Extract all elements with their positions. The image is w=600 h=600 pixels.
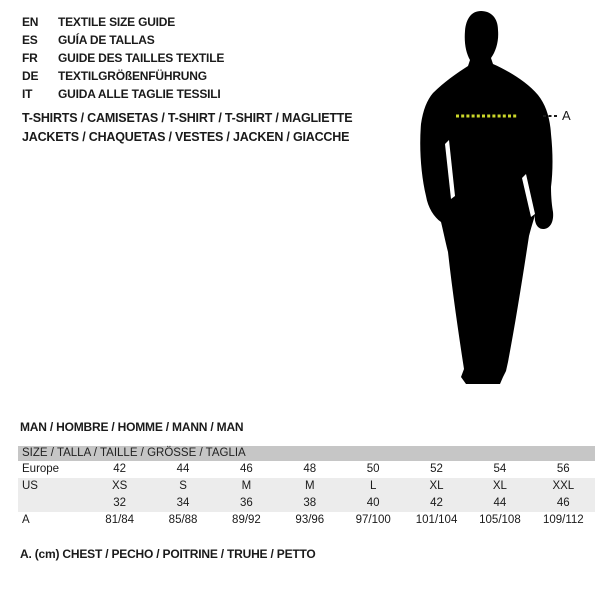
lang-row-de (22, 67, 224, 85)
product-line-tshirts: T-SHIRTS / CAMISETAS / T-SHIRT / T-SHIRT / MAGLIETTE (22, 111, 353, 125)
measure-label-a: A (562, 108, 571, 123)
row-label: A (22, 514, 30, 526)
size-table-header: SIZE / TALLA / TAILLE / GRÖSSE / TAGLIA (18, 446, 595, 461)
lang-code: ES (22, 33, 38, 47)
lang-label: GUIDE DES TAILLES TEXTILE (58, 51, 225, 65)
size-cell: M (305, 480, 315, 492)
lang-code: FR (22, 51, 38, 65)
lang-row-fr (22, 49, 224, 67)
size-cell: 36 (240, 497, 253, 509)
size-cell: 44 (493, 497, 507, 509)
product-category-block (22, 109, 352, 147)
measurement-footnote: A. (cm) CHEST / PECHO / POITRINE / TRUHE / PETTO (20, 547, 316, 561)
size-cell: XXL (552, 480, 575, 492)
size-cell: 97/100 (355, 514, 391, 526)
lang-label: TEXTILGRÖßENFÜHRUNG (58, 69, 207, 83)
size-cell: 81/84 (105, 514, 135, 526)
man-silhouette (400, 0, 600, 400)
size-cell: 46 (556, 497, 570, 509)
size-cell: 50 (366, 463, 380, 475)
lang-row-es (22, 31, 224, 49)
size-cell: 48 (303, 463, 317, 475)
man-body-shape (420, 11, 553, 384)
lang-code: IT (22, 87, 33, 101)
size-cell: 101/104 (415, 514, 458, 526)
size-cell: 40 (366, 497, 380, 509)
size-cell: 38 (303, 497, 317, 509)
lang-code: EN (22, 15, 39, 29)
size-cell: 85/88 (168, 514, 198, 526)
size-cell: 46 (240, 463, 253, 475)
table-row-chest-cm (18, 512, 595, 529)
product-line-jackets: JACKETS / CHAQUETAS / VESTES / JACKEN / GIACCHE (22, 130, 350, 144)
size-cell: 42 (113, 463, 127, 475)
size-cell: 105/108 (479, 514, 521, 526)
language-title-block (22, 13, 224, 103)
size-cell: XL (492, 480, 507, 492)
section-title-man: MAN / HOMBRE / HOMME / MANN / MAN (20, 420, 244, 434)
size-cell: 109/112 (542, 514, 584, 526)
size-cell: 42 (430, 497, 443, 509)
size-cell: 34 (176, 497, 190, 509)
lang-row-en (22, 13, 224, 31)
size-cell: M (241, 480, 252, 492)
lang-label: GUÍA DE TALLAS (58, 33, 155, 47)
size-cell: 89/92 (232, 514, 261, 526)
row-label (18, 495, 88, 512)
table-row-us-numbers (18, 495, 595, 512)
measurement-figure (400, 0, 600, 400)
size-cell: L (369, 480, 377, 492)
size-cell: S (179, 480, 187, 492)
size-cell: 32 (113, 497, 127, 509)
size-cell: 54 (493, 463, 507, 475)
size-cell: XS (112, 480, 128, 492)
lang-row-it (22, 85, 224, 103)
table-row-us-letters (18, 478, 595, 495)
row-label: US (22, 480, 38, 492)
size-cell: 52 (430, 463, 443, 475)
lang-label: GUIDA ALLE TAGLIE TESSILI (58, 87, 221, 101)
row-label: Europe (22, 463, 60, 475)
lang-code: DE (22, 69, 39, 83)
size-cell: XL (429, 480, 444, 492)
size-cell: 93/96 (295, 514, 325, 526)
lang-label: TEXTILE SIZE GUIDE (58, 15, 176, 29)
size-cell: 56 (556, 463, 570, 475)
size-cell: 44 (176, 463, 190, 475)
size-table (18, 446, 595, 529)
table-row-europe (18, 461, 595, 478)
